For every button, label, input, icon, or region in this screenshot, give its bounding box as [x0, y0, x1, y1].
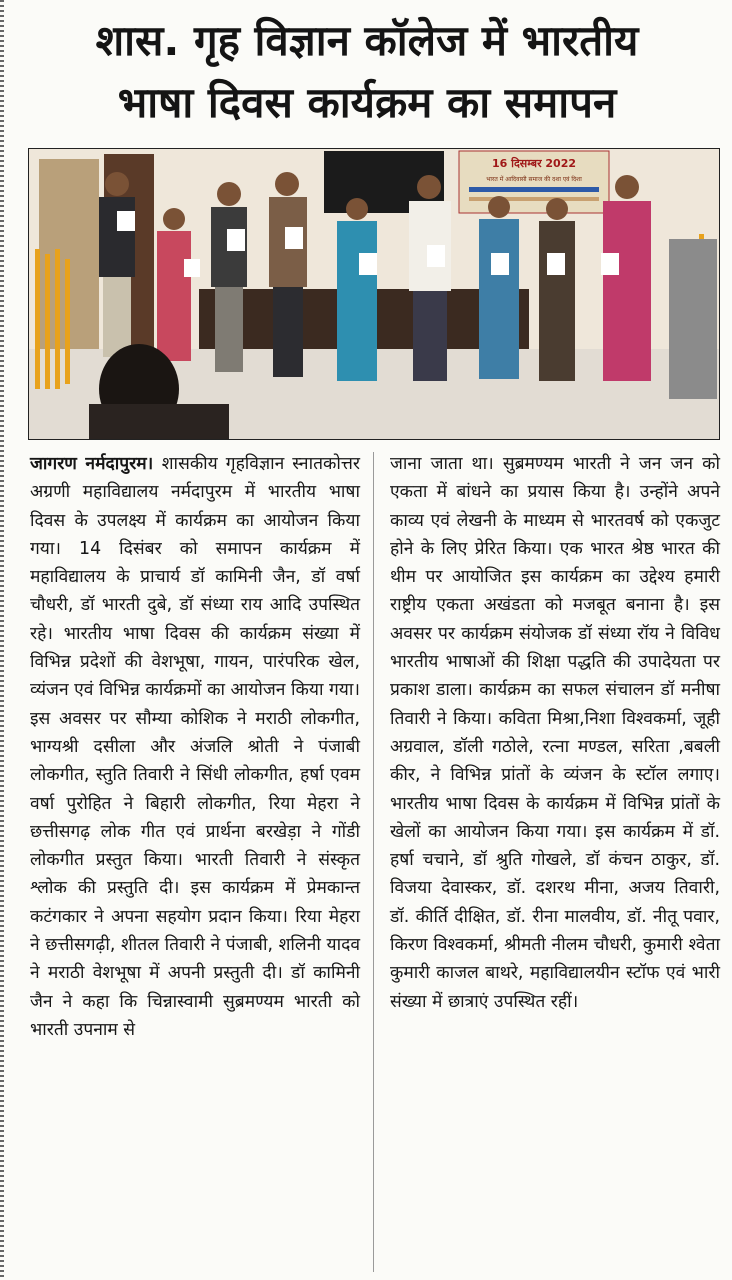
column-divider: [373, 452, 374, 1272]
article-column-right: [390, 450, 720, 1016]
banner-date: 16 दिसम्बर 2022: [491, 157, 577, 170]
article-column-left: [30, 450, 360, 1044]
page-edge: [0, 0, 4, 1280]
event-photo: [28, 148, 720, 440]
banner-subtitle: भारत में आदिवासी समाज की दशा एवं दिशा: [486, 176, 582, 183]
article-text-right: जाना जाता था। सुब्रमण्यम भारती ने जन जन को एकता में बांधने का प्रयास किया है। उन्होंने अपने काव्य एवं लेखनी के माध्यम से भारतवर्ष को एकजुट होने के लिए प्रेरित किया। एक भारत श्रेष्ठ भारत की थीम पर आयोजित इस कार्यक्रम का उद्देश्य हमारी राष्ट्रीय एकता अखंडता को मजबूत बनाना है। इस अवसर पर कार्यक्रम संयोजक डॉ संध्या रॉय ने विविध भारतीय भाषाओं की शिक्षा पद्धति की उपादेयता पर प्रकाश डाला। कार्यक्रम का सफल संचालन डॉ मनीषा तिवारी ने किया। कविता मिश्रा,निशा विश्वकर्मा, जूही अग्रवाल, डॉली गठोले, रत्ना मण्डल, सरिता ,बबली कीर, ने विभिन्न प्रांतों के व्यंजन के स्टॉल लगाए। भारतीय भाषा दिवस के कार्यक्रम में विभिन्न प्रांतों के खेलों का आयोजन किया गया। इस कार्यक्रम में डॉ. हर्षा चचाने, डॉ श्रुति गोखले, डॉ कंचन ठाकुर, डॉ. विजया देवास्कर, डॉ. दशरथ मीना, अजय तिवारी, डॉ. कीर्ति दीक्षित, डॉ. रीना मालवीय, डॉ. नीतू पवार, किरण विश्वकर्मा, श्रीमती नीलम चौधरी, कुमारी श्वेता कुमारी काजल बाथरे, महाविद्यालयीन स्टॉफ एवं भारी संख्या में छात्राएं उपस्थित रहीं।: [390, 454, 720, 1012]
event-photo-illustration: [29, 149, 719, 439]
headline-line-2: भाषा दिवस कार्यक्रम का समापन: [117, 78, 617, 127]
headline: [14, 10, 720, 134]
headline-line-1: शास. गृह विज्ञान कॉलेज में भारतीय: [95, 16, 639, 65]
dateline: जागरण नर्मदापुरम।: [30, 454, 162, 474]
article-text-left: शासकीय गृहविज्ञान स्नातकोत्तर अग्रणी महाविद्यालय नर्मदापुरम में भारतीय भाषा दिवस के उपलक्ष्य में कार्यक्रम का आयोजन किया गया। 14 दिसंबर को समापन कार्यक्रम में महाविद्यालय के प्राचार्य डॉ कामिनी जैन, डॉ वर्षा चौधरी, डॉ भारती दुबे, डॉ संध्या राय आदि उपस्थित रहे। भारतीय भाषा दिवस की कार्यक्रम संख्या में विभिन्न प्रदेशों की वेशभूषा, गायन, पारंपरिक खेल, व्यंजन एवं विभिन्न कार्यक्रमों का आयोजन किया गया। इस अवसर पर सौम्या कोशिक ने मराठी लोकगीत, भाग्यश्री दसीला और अंजलि श्रोती ने पंजाबी लोकगीत, स्तुति तिवारी ने सिंधी लोकगीत, हर्षा एवम वर्षा पुरोहित ने बिहारी लोकगीत, रिया मेहरा ने छत्तीसगढ़ लोक गीत एवं प्रार्थना बरखेड़ा ने गोंडी लोकगीत प्रस्तुत किया। भारती तिवारी ने संस्कृत श्लोक की प्रस्तुति दी। इस कार्यक्रम में प्रेमकान्त कटंगकार ने अपना सहयोग प्रदान किया। रिया मेहरा ने छत्तीसगढ़ी, शीतल तिवारी ने पंजाबी, शलिनी यादव ने मराठी वेशभूषा में अपनी प्रस्तुती दी। डॉ कामिनी जैन ने कहा कि चिन्नास्वामी सुब्रमण्यम भारती को भारती उपनाम से: [30, 454, 360, 1040]
